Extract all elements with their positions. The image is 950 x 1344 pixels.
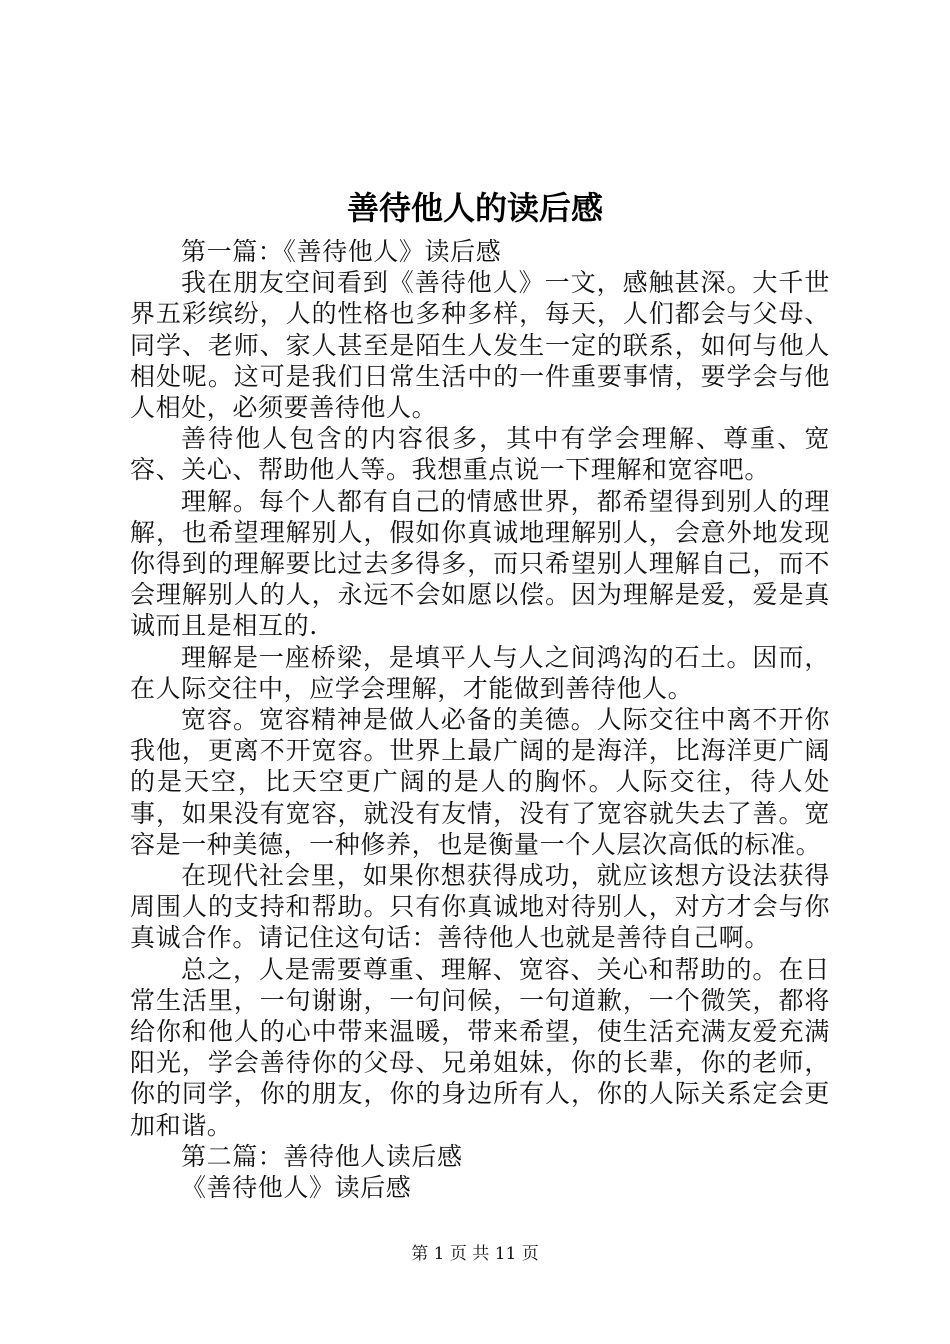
page-number-footer: 第 1 页 共 11 页 — [411, 1244, 539, 1264]
section-heading: 第二篇：善待他人读后感 — [181, 1141, 463, 1171]
document-body — [130, 236, 830, 1203]
section-heading: 第一篇：《善待他人》读后感 — [181, 237, 502, 266]
paragraph: 理解是一座桥梁，是填平人与人之间鸿沟的石土。因而，在人际交往中，应学会理解，才能做到善待他人。 — [130, 642, 830, 703]
paragraph: 《善待他人》读后感 — [181, 1173, 412, 1203]
document-title: 善待他人的读后感 — [346, 189, 603, 227]
paragraph: 总之，人是需要尊重、理解、宽容、关心和帮助的。在日常生活里，一句谢谢，一句问候，一句道歉，一个微笑，都将给你和他人的心中带来温暖，带来希望，使生活充满友爱充满阳光，学会善待你的父母、兄弟姐妹，你的长辈，你的老师，你的同学，你的朋友，你的身边所有人，你的人际关系定会更加和谐。 — [130, 954, 830, 1140]
paragraph: 我在朋友空间看到《善待他人》一文，感触甚深。大千世界五彩缤纷，人的性格也多种多样，每天，人们都会与父母、同学、老师、家人甚至是陌生人发生一定的联系，如何与他人相处呢。这可是我们日常生活中的一件重要事情，要学会与他人相处，必须要善待他人。 — [130, 268, 830, 423]
paragraph: 理解。每个人都有自己的情感世界，都希望得到别人的理解，也希望理解别人，假如你真诚地理解别人，会意外地发现你得到的理解要比过去多得多，而只希望别人理解自己，而不会理解别人的人，永远不会如愿以偿。因为理解是爱，爱是真诚而且是相互的. — [130, 486, 830, 641]
paragraph: 善待他人包含的内容很多，其中有学会理解、尊重、宽容、关心、帮助他人等。我想重点说一下理解和宽容吧。 — [130, 424, 830, 485]
paragraph: 宽容。宽容精神是做人必备的美德。人际交往中离不开你我他，更离不开宽容。世界上最广阔的是海洋，比海洋更广阔的是天空，比天空更广阔的是人的胸怀。人际交往，待人处事，如果没有宽容，就没有友情，没有了宽容就失去了善。宽容是一种美德，一种修养，也是衡量一个人层次高低的标准。 — [130, 705, 830, 859]
paragraph: 在现代社会里，如果你想获得成功，就应该想方设法获得周围人的支持和帮助。只有你真诚地对待别人，对方才会与你真诚合作。请记住这句话：善待他人也就是善待自己啊。 — [130, 861, 830, 953]
